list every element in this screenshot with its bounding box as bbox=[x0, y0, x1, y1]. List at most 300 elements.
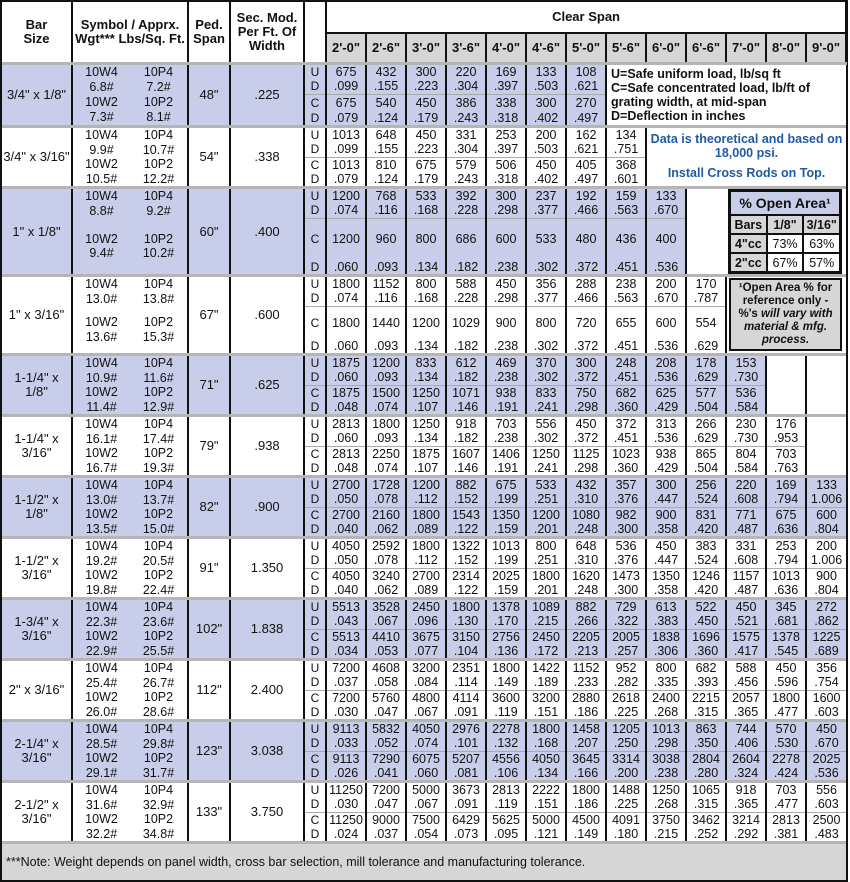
symbol-weight bbox=[130, 599, 188, 630]
load-value-c: 750 bbox=[566, 385, 606, 400]
symbol-weight bbox=[72, 477, 130, 508]
load-value-c: 1500 bbox=[366, 385, 406, 400]
load-value-u: 2813 bbox=[326, 416, 366, 432]
load-value-c: 338 bbox=[486, 94, 526, 111]
symbol: 10W4 bbox=[85, 539, 118, 553]
symbol-weight bbox=[72, 751, 130, 782]
load-value-ud: .186 bbox=[566, 797, 606, 812]
load-value-ud: .450 bbox=[686, 614, 726, 629]
load-value-cd: .146 bbox=[446, 461, 486, 477]
load-value-cd: .054 bbox=[406, 827, 446, 843]
load-value-c: 6075 bbox=[406, 751, 446, 766]
ped-span: 102" bbox=[188, 599, 230, 660]
load-value-cd: .213 bbox=[566, 644, 606, 660]
weight: 16.7# bbox=[85, 460, 118, 475]
load-value-c: 831 bbox=[686, 507, 726, 522]
line-type-label: U bbox=[304, 599, 326, 615]
load-value-cd: .238 bbox=[646, 766, 686, 782]
symbol: 10P4 bbox=[143, 539, 174, 553]
load-value-c: 2604 bbox=[726, 751, 766, 766]
load-value-c: 960 bbox=[366, 218, 406, 260]
grating-load-table bbox=[2, 2, 847, 880]
line-type-label: C bbox=[304, 629, 326, 644]
load-value-u: 1875 bbox=[326, 355, 366, 371]
load-value-u: 159 bbox=[606, 188, 646, 204]
weight: 7.2# bbox=[146, 79, 171, 94]
table-row bbox=[2, 812, 846, 827]
load-value-ud: .152 bbox=[446, 492, 486, 507]
load-value-u: 238 bbox=[606, 276, 646, 292]
load-value-u: 357 bbox=[606, 477, 646, 493]
header-span-4: 4'-0" bbox=[486, 33, 526, 64]
load-value-cd: .451 bbox=[606, 339, 646, 355]
weight: 13.0# bbox=[85, 492, 118, 507]
load-value-cd: .122 bbox=[446, 522, 486, 538]
symbol: 10W2 bbox=[85, 629, 118, 643]
load-value-ud: 1.006 bbox=[806, 492, 846, 507]
load-value-c: 2025 bbox=[486, 568, 526, 583]
load-value-u: 1250 bbox=[406, 416, 446, 432]
load-value-ud: .477 bbox=[766, 797, 806, 812]
weight: 26.0# bbox=[85, 704, 118, 719]
table-row bbox=[2, 355, 846, 371]
symbol: 10P4 bbox=[143, 478, 174, 492]
header-span-3: 3'-6" bbox=[446, 33, 486, 64]
load-value-ud: .372 bbox=[566, 431, 606, 446]
load-value-c: 1473 bbox=[606, 568, 646, 583]
load-value-u: 863 bbox=[686, 721, 726, 737]
load-value-ud: .093 bbox=[366, 431, 406, 446]
load-value-u: 200 bbox=[646, 276, 686, 292]
load-value-u: 2700 bbox=[326, 477, 366, 493]
load-value-cd: .074 bbox=[366, 461, 406, 477]
symbol: 10W2 bbox=[85, 812, 118, 826]
table-row bbox=[2, 660, 846, 676]
load-value-ud: .953 bbox=[766, 431, 806, 446]
load-value-ud: .050 bbox=[326, 492, 366, 507]
load-value-cd: .151 bbox=[526, 705, 566, 721]
table-row bbox=[2, 568, 846, 583]
line-type-label: D bbox=[304, 614, 326, 629]
load-value-cd: .306 bbox=[646, 644, 686, 660]
load-value-cd: .636 bbox=[766, 522, 806, 538]
load-value-ud: .116 bbox=[366, 291, 406, 306]
load-value-cd: .477 bbox=[766, 705, 806, 721]
load-value-ud: .155 bbox=[366, 79, 406, 94]
load-value-ud: .134 bbox=[406, 370, 446, 385]
weight: 10.2# bbox=[142, 246, 175, 260]
bar-size: 1" x 1/8" bbox=[2, 188, 72, 276]
weight: 10.9# bbox=[85, 370, 118, 385]
load-value-cd: .201 bbox=[526, 522, 566, 538]
load-value-cd: .603 bbox=[806, 705, 846, 721]
load-value-cd: .584 bbox=[726, 400, 766, 416]
load-value-c: 3314 bbox=[606, 751, 646, 766]
load-value-c: 4050 bbox=[326, 568, 366, 583]
open-area-cell: 67% bbox=[767, 253, 804, 272]
load-value-u: 133 bbox=[526, 64, 566, 80]
symbol-weight bbox=[130, 64, 188, 95]
load-value-u: 432 bbox=[566, 477, 606, 493]
symbol: 10W4 bbox=[85, 417, 118, 431]
load-value-cd: .504 bbox=[686, 400, 726, 416]
load-value-ud: .268 bbox=[646, 797, 686, 812]
load-value-ud: .033 bbox=[326, 736, 366, 751]
section-modulus: 3.750 bbox=[230, 782, 304, 843]
load-value-c: 686 bbox=[446, 218, 486, 260]
header-symbol: Symbol / Apprx. Wgt*** Lbs/Sq. Ft. bbox=[72, 2, 188, 64]
line-type-label: U bbox=[304, 64, 326, 80]
header-span-7: 5'-6" bbox=[606, 33, 646, 64]
table-row bbox=[2, 599, 846, 615]
load-value-ud: .091 bbox=[446, 797, 486, 812]
load-value-c: 1125 bbox=[566, 446, 606, 461]
load-value-cd: .136 bbox=[486, 644, 526, 660]
load-value-cd: .215 bbox=[646, 827, 686, 843]
symbol: 10W2 bbox=[85, 568, 118, 582]
symbol-weight bbox=[130, 782, 188, 813]
load-value-u: 3528 bbox=[366, 599, 406, 615]
load-value-u: 556 bbox=[806, 782, 846, 798]
load-value-c: 810 bbox=[366, 157, 406, 172]
load-value-u: 450 bbox=[806, 721, 846, 737]
load-value-c: 2314 bbox=[446, 568, 486, 583]
load-value-ud: .149 bbox=[486, 675, 526, 690]
symbol: 10W2 bbox=[85, 157, 118, 171]
load-value-cd: .536 bbox=[646, 260, 686, 276]
bar-size: 2-1/4" x 3/16" bbox=[2, 721, 72, 782]
load-value-cd: .424 bbox=[766, 766, 806, 782]
load-value-c: 1543 bbox=[446, 507, 486, 522]
load-value-cd: .179 bbox=[406, 111, 446, 127]
load-value-ud: .629 bbox=[686, 370, 726, 385]
load-value-u: 2450 bbox=[406, 599, 446, 615]
weight: 31.6# bbox=[85, 797, 118, 812]
weight: 19.2# bbox=[85, 553, 118, 568]
load-value-u: 7200 bbox=[366, 782, 406, 798]
load-value-cd: .497 bbox=[566, 111, 606, 127]
load-value-u: 383 bbox=[686, 538, 726, 554]
load-value-u: 1152 bbox=[566, 660, 606, 676]
open-area-table bbox=[726, 188, 846, 276]
load-value-ud: .067 bbox=[366, 614, 406, 629]
load-value-cd: .302 bbox=[526, 260, 566, 276]
load-value-ud: .298 bbox=[486, 203, 526, 218]
section-modulus: 1.350 bbox=[230, 538, 304, 599]
load-value-ud: .862 bbox=[806, 614, 846, 629]
load-value-cd: .040 bbox=[326, 522, 366, 538]
load-value-u: 648 bbox=[366, 127, 406, 143]
line-type-label: U bbox=[304, 188, 326, 204]
load-value-u: 648 bbox=[566, 538, 606, 554]
load-value-c: 1800 bbox=[766, 690, 806, 705]
line-type-label: D bbox=[304, 492, 326, 507]
load-value-c: 450 bbox=[526, 157, 566, 172]
symbol: 10P4 bbox=[143, 65, 174, 79]
load-value-u: 272 bbox=[806, 599, 846, 615]
weight: 10.7# bbox=[142, 142, 175, 157]
load-value-c: 4050 bbox=[526, 751, 566, 766]
table-row bbox=[2, 507, 846, 522]
open-area-note-text: ¹Open Area % for reference only - %'s bbox=[738, 282, 833, 320]
load-value-ud: .503 bbox=[526, 79, 566, 94]
load-value-cd: .077 bbox=[406, 644, 446, 660]
load-value-u: 220 bbox=[446, 64, 486, 80]
load-value-ud: .350 bbox=[686, 736, 726, 751]
ped-span: 112" bbox=[188, 660, 230, 721]
load-value-c: 3645 bbox=[566, 751, 606, 766]
load-value-c: 405 bbox=[566, 157, 606, 172]
load-value-c: 536 bbox=[726, 385, 766, 400]
weight: 8.8# bbox=[89, 203, 114, 218]
load-value-c: 682 bbox=[606, 385, 646, 400]
load-value-c: 1071 bbox=[446, 385, 486, 400]
load-value-c: 1225 bbox=[806, 629, 846, 644]
load-value-ud: .228 bbox=[446, 203, 486, 218]
load-value-c: 2804 bbox=[686, 751, 726, 766]
symbol-weight bbox=[130, 416, 188, 447]
weight: 15.0# bbox=[142, 521, 175, 536]
symbol: 10P2 bbox=[143, 315, 174, 329]
symbol-weight bbox=[130, 188, 188, 219]
symbol-weight bbox=[130, 629, 188, 660]
symbol: 10W2 bbox=[85, 385, 118, 399]
load-value-ud: .447 bbox=[646, 553, 686, 568]
load-value-cd: .089 bbox=[406, 522, 446, 538]
load-value-ud: .084 bbox=[406, 675, 446, 690]
load-value-u: 1200 bbox=[366, 355, 406, 371]
load-value-cd: .186 bbox=[566, 705, 606, 721]
header-span-1: 2'-6" bbox=[366, 33, 406, 64]
load-value-cd: .487 bbox=[726, 583, 766, 599]
load-value-u: 1250 bbox=[646, 782, 686, 798]
load-value-c: 1350 bbox=[646, 568, 686, 583]
symbol-weight bbox=[130, 127, 188, 158]
load-value-ud: .050 bbox=[326, 553, 366, 568]
load-value-c: 938 bbox=[646, 446, 686, 461]
line-type-label: D bbox=[304, 79, 326, 94]
load-value-cd: .047 bbox=[366, 705, 406, 721]
load-value-cd: .372 bbox=[566, 260, 606, 276]
load-value-c: 675 bbox=[766, 507, 806, 522]
symbol: 10W2 bbox=[85, 507, 118, 521]
load-value-ud: .228 bbox=[446, 291, 486, 306]
weight: 9.4# bbox=[89, 246, 114, 260]
load-value-cd: .257 bbox=[606, 644, 646, 660]
load-value-ud: .151 bbox=[526, 797, 566, 812]
line-type-label: C bbox=[304, 507, 326, 522]
load-value-ud: .074 bbox=[326, 291, 366, 306]
weight: 15.3# bbox=[142, 329, 175, 344]
load-value-u: 2813 bbox=[486, 782, 526, 798]
load-value-c: 1157 bbox=[726, 568, 766, 583]
weight: 32.2# bbox=[85, 826, 118, 841]
symbol-weight bbox=[72, 276, 130, 307]
load-value-ud: .536 bbox=[646, 431, 686, 446]
load-value-c: 2400 bbox=[646, 690, 686, 705]
load-value-ud: .078 bbox=[366, 553, 406, 568]
load-value-u: 588 bbox=[446, 276, 486, 292]
load-value-u: 1152 bbox=[366, 276, 406, 292]
load-value-c: 5207 bbox=[446, 751, 486, 766]
line-type-label: U bbox=[304, 477, 326, 493]
symbol: 10W2 bbox=[85, 95, 118, 109]
weight: 19.8# bbox=[85, 582, 118, 597]
load-value-c: 771 bbox=[726, 507, 766, 522]
section-modulus: .900 bbox=[230, 477, 304, 538]
load-value-u: 133 bbox=[806, 477, 846, 493]
load-value-u: 300 bbox=[486, 188, 526, 204]
symbol-weight bbox=[72, 629, 130, 660]
weight: 13.5# bbox=[85, 521, 118, 536]
symbol: 10P4 bbox=[143, 356, 174, 370]
load-value-c: 1013 bbox=[326, 157, 366, 172]
weight: 22.3# bbox=[85, 614, 118, 629]
load-value-u: 288 bbox=[566, 276, 606, 292]
header-clear-span: Clear Span bbox=[326, 2, 846, 33]
load-value-u: 300 bbox=[566, 355, 606, 371]
load-value-cd: .134 bbox=[406, 339, 446, 355]
load-value-c: 655 bbox=[606, 306, 646, 339]
line-type-label: D bbox=[304, 203, 326, 218]
symbol-weight bbox=[130, 355, 188, 386]
ped-span: 123" bbox=[188, 721, 230, 782]
load-value-c: 3750 bbox=[646, 812, 686, 827]
load-value-cd: .268 bbox=[646, 705, 686, 721]
symbol: 10P2 bbox=[143, 95, 174, 109]
load-value-cd: .420 bbox=[686, 522, 726, 538]
open-area-note bbox=[729, 278, 842, 351]
weight: 9.2# bbox=[146, 203, 171, 218]
load-value-c: 533 bbox=[526, 218, 566, 260]
symbol: 10P2 bbox=[143, 157, 174, 171]
load-value-ud: .052 bbox=[366, 736, 406, 751]
load-value-c: 300 bbox=[526, 94, 566, 111]
load-value-ud: .302 bbox=[526, 431, 566, 446]
symbol: 10P2 bbox=[143, 690, 174, 704]
load-value-u: 1728 bbox=[366, 477, 406, 493]
line-type-label: D bbox=[304, 172, 326, 188]
load-value-ud: .563 bbox=[606, 203, 646, 218]
symbol-weight bbox=[130, 812, 188, 843]
load-value-u: 178 bbox=[686, 355, 726, 371]
load-value-u: 253 bbox=[486, 127, 526, 143]
symbol: 10P4 bbox=[143, 189, 174, 203]
load-value-u: 703 bbox=[766, 782, 806, 798]
load-value-c: 1838 bbox=[646, 629, 686, 644]
load-value-c: 1575 bbox=[726, 629, 766, 644]
symbol-weight bbox=[72, 416, 130, 447]
load-value-ud: .099 bbox=[326, 142, 366, 157]
load-value-c: 600 bbox=[646, 306, 686, 339]
load-value-cd: .243 bbox=[446, 111, 486, 127]
load-value-u: 800 bbox=[646, 660, 686, 676]
bar-size: 2-1/2" x 3/16" bbox=[2, 782, 72, 843]
symbol-weight bbox=[72, 127, 130, 158]
load-value-c: 2250 bbox=[366, 446, 406, 461]
load-value-c: 1607 bbox=[446, 446, 486, 461]
table-row bbox=[2, 188, 846, 204]
load-value-cd: .292 bbox=[726, 827, 766, 843]
load-value-u: 612 bbox=[446, 355, 486, 371]
load-value-u: 675 bbox=[486, 477, 526, 493]
symbol-weight bbox=[130, 568, 188, 599]
load-value-cd: .166 bbox=[566, 766, 606, 782]
load-value-c: 9113 bbox=[326, 751, 366, 766]
load-value-cd: .081 bbox=[446, 766, 486, 782]
line-type-label: U bbox=[304, 276, 326, 292]
weight: 29.1# bbox=[85, 765, 118, 780]
symbol-weight bbox=[72, 64, 130, 95]
load-value-ud: .060 bbox=[326, 431, 366, 446]
load-value-c: 1800 bbox=[326, 306, 366, 339]
symbol: 10W2 bbox=[85, 751, 118, 765]
load-value-c: 368 bbox=[606, 157, 646, 172]
load-value-u: 675 bbox=[326, 64, 366, 80]
symbol: 10W4 bbox=[85, 128, 118, 142]
load-value-u: 253 bbox=[766, 538, 806, 554]
header-span-0: 2'-0" bbox=[326, 33, 366, 64]
line-type-label: D bbox=[304, 644, 326, 660]
load-value-cd: .062 bbox=[366, 522, 406, 538]
line-type-label: C bbox=[304, 690, 326, 705]
load-value-ud: .397 bbox=[486, 79, 526, 94]
symbol-weight bbox=[130, 306, 188, 355]
weight: 20.5# bbox=[142, 553, 175, 568]
load-value-u: 522 bbox=[686, 599, 726, 615]
ped-span: 91" bbox=[188, 538, 230, 599]
load-value-u: 169 bbox=[766, 477, 806, 493]
load-value-u: 1800 bbox=[486, 660, 526, 676]
load-value-u: 200 bbox=[806, 538, 846, 554]
symbol: 10W4 bbox=[85, 722, 118, 736]
bar-size: 1-1/4" x 1/8" bbox=[2, 355, 72, 416]
load-value-ud: .130 bbox=[446, 614, 486, 629]
load-value-cd: .180 bbox=[606, 827, 646, 843]
load-value-ud: .074 bbox=[406, 736, 446, 751]
header-bar-size: Bar Size bbox=[2, 2, 72, 64]
load-value-ud: .794 bbox=[766, 553, 806, 568]
load-value-u: 744 bbox=[726, 721, 766, 737]
header-line-type bbox=[304, 2, 326, 64]
load-value-c: 1080 bbox=[566, 507, 606, 522]
section-modulus: 2.400 bbox=[230, 660, 304, 721]
load-value-c: 2813 bbox=[766, 812, 806, 827]
load-value-cd: .300 bbox=[606, 583, 646, 599]
load-value-c: 577 bbox=[686, 385, 726, 400]
load-value-cd: .298 bbox=[566, 400, 606, 416]
load-value-ud: .182 bbox=[446, 431, 486, 446]
ped-span: 133" bbox=[188, 782, 230, 843]
load-value-u: 2976 bbox=[446, 721, 486, 737]
load-value-ud: .670 bbox=[646, 203, 686, 218]
header-span-8: 6'-0" bbox=[646, 33, 686, 64]
section-modulus: .600 bbox=[230, 276, 304, 355]
load-value-ud: .225 bbox=[606, 797, 646, 812]
table-row bbox=[2, 629, 846, 644]
load-value-ud: .112 bbox=[406, 492, 446, 507]
load-value-u: 918 bbox=[446, 416, 486, 432]
load-value-c: 3240 bbox=[366, 568, 406, 583]
load-value-u: 469 bbox=[486, 355, 526, 371]
load-value-cd: .402 bbox=[526, 111, 566, 127]
load-value-ud: .466 bbox=[566, 203, 606, 218]
bar-size: 1-1/2" x 1/8" bbox=[2, 477, 72, 538]
load-value-u: 1013 bbox=[646, 721, 686, 737]
load-value-ud: .383 bbox=[646, 614, 686, 629]
ped-span: 67" bbox=[188, 276, 230, 355]
open-area-col-header: 1/8" bbox=[767, 215, 804, 234]
